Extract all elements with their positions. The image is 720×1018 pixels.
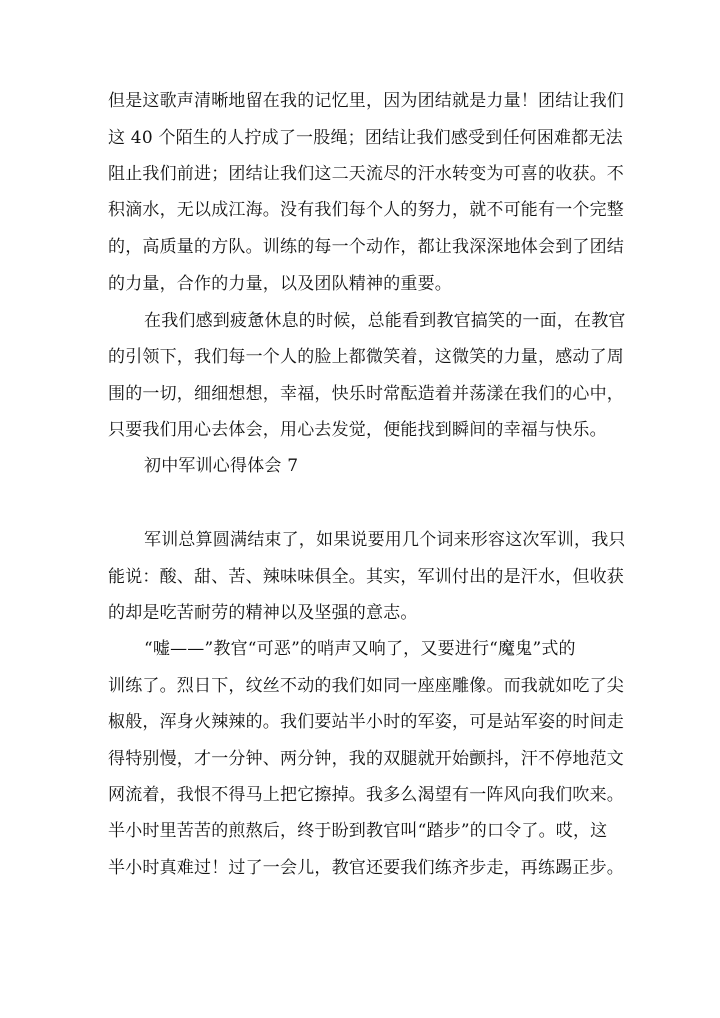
paragraph-1-line-6: 的力量，合作的力量，以及团队精神的重要。 xyxy=(108,274,452,294)
paragraph-1-line-4: 积滴水，无以成江海。没有我们每个人的努力，就不可能有一个完整 xyxy=(108,200,624,220)
paragraph-2-line-1: 在我们感到疲惫休息的时候，总能看到教官搞笑的一面，在教官 xyxy=(144,311,626,331)
paragraph-4-line-4: 得特别慢，才一分钟、两分钟，我的双腿就开始颤抖，汗不停地范文 xyxy=(108,749,624,769)
paragraph-4-line-6: 半小时里苦苦的煎熬后，终于盼到教官叫“踏步”的口令了。哎，这 xyxy=(108,821,608,841)
paragraph-1-line-1: 但是这歌声清晰地留在我的记忆里，因为团结就是力量！团结让我们 xyxy=(108,91,624,111)
paragraph-4-line-1: “嘘——”教官“可恶”的哨声又响了，又要进行“魔鬼”式的 xyxy=(144,639,576,659)
paragraph-4-line-3: 椒般，浑身火辣辣的。我们要站半小时的军姿，可是站军姿的时间走 xyxy=(108,712,624,732)
paragraph-1-line-5: 的，高质量的方队。训练的每一个动作，都让我深深地体会到了团结 xyxy=(108,237,624,257)
paragraph-3-line-3: 的却是吃苦耐劳的精神以及坚强的意志。 xyxy=(108,603,418,623)
paragraph-1-line-3: 阻止我们前进；团结让我们这二天流尽的汗水转变为可喜的收获。不 xyxy=(108,164,624,184)
paragraph-4-line-7: 半小时真难过！过了一会儿，教官还要我们练齐步走，再练踢正步。 xyxy=(108,858,624,878)
paragraph-2-line-2: 的引领下，我们每一个人的脸上都微笑着，这微笑的力量，感动了周 xyxy=(108,347,624,367)
section-title: 初中军训心得体会 7 xyxy=(144,456,299,476)
paragraph-2-line-3: 围的一切，细细想想，幸福，快乐时常酝造着并荡漾在我们的心中， xyxy=(108,384,624,404)
paragraph-4-line-2: 训练了。烈日下，纹丝不动的我们如同一座座雕像。而我就如吃了尖 xyxy=(108,676,624,696)
paragraph-3-line-2: 能说：酸、甜、苦、辣味味俱全。其实，军训付出的是汗水，但收获 xyxy=(108,567,624,587)
paragraph-3-line-1: 军训总算圆满结束了，如果说要用几个词来形容这次军训，我只 xyxy=(144,530,626,550)
paragraph-4-line-5: 网流着，我恨不得马上把它擦掉。我多么渴望有一阵风向我们吹来。 xyxy=(108,785,624,805)
paragraph-1-line-2: 这 40 个陌生的人拧成了一股绳；团结让我们感受到任何困难都无法 xyxy=(108,128,623,148)
paragraph-2-line-4: 只要我们用心去体会，用心去发觉，便能找到瞬间的幸福与快乐。 xyxy=(108,420,607,440)
